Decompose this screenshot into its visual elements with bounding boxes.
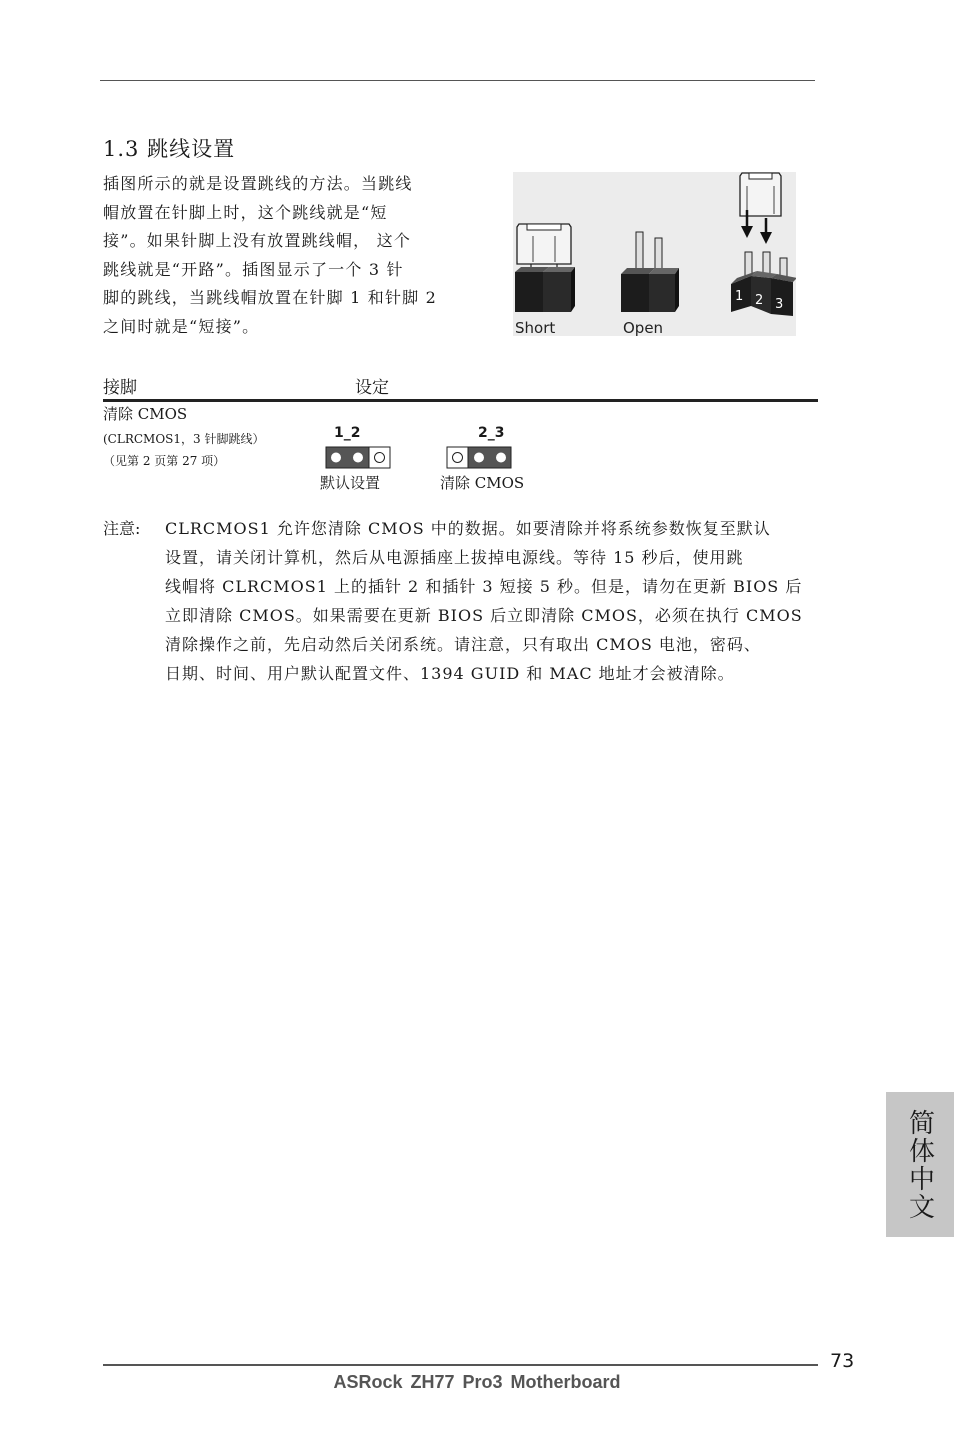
jumper-illustration: [513, 172, 796, 336]
jumper-pins-icon: [446, 446, 512, 470]
clear-pins-label: 2_3: [478, 425, 505, 441]
open-jumper: [621, 232, 679, 312]
jumper-pins-icon: [325, 446, 391, 470]
language-tab-text: 简体中文: [904, 1108, 935, 1221]
row-name: 清除 CMOS: [103, 405, 188, 423]
footer-title: ASRock ZH77 Pro3 Motherboard: [333, 1372, 621, 1392]
note-label: 注意:: [103, 519, 141, 538]
intro-paragraph: [103, 170, 468, 341]
page-number: 73: [830, 1350, 855, 1372]
default-pins-label: 1_2: [334, 425, 361, 441]
table-header-jumper: 接脚: [103, 378, 137, 398]
jumper-illustration-svg: [513, 172, 796, 336]
default-setting-label: 默认设置: [320, 474, 381, 492]
language-tab-label: [886, 1092, 954, 1237]
pin-number-2: 2: [755, 293, 764, 308]
section-title: 1.3 跳线设置: [103, 137, 236, 161]
table-rule: [103, 399, 818, 402]
row-subtitle-1: (CLRCMOS1，3 针脚跳线）: [103, 432, 265, 446]
intro-line: 跳线就是“开路”。插图显示了一个 3 针: [103, 259, 404, 279]
default-jumper-diagram: [325, 446, 391, 474]
note-line: 清除操作之前，先启动然后关闭系统。请注意，只有取出 CMOS 电池，密码、: [165, 635, 761, 654]
clear-jumper-diagram: [446, 446, 512, 474]
short-label: Short: [515, 319, 556, 336]
intro-line: 插图所示的就是设置跳线的方法。当跳线: [103, 174, 413, 193]
table-header-setting: 设定: [355, 378, 389, 398]
note-line: CLRCMOS1 允许您清除 CMOS 中的数据。如要清除并将系统参数恢复至默认: [165, 519, 771, 538]
intro-line: 脚的跳线，当跳线帽放置在针脚 1 和针脚 2: [103, 288, 438, 307]
pin-number-3: 3: [775, 297, 784, 312]
note-body: [165, 514, 820, 688]
open-label: Open: [623, 319, 664, 336]
pin-number-1: 1: [735, 289, 744, 304]
intro-line: 接”。如果针脚上没有放置跳线帽， 这个: [103, 231, 412, 250]
short-jumper: [515, 224, 575, 312]
intro-line: 之间时就是“短接”。: [103, 316, 260, 336]
row-subtitle-2: （见第 2 页第 27 项）: [103, 454, 226, 468]
clear-cmos-label: 清除 CMOS: [440, 474, 525, 492]
note-line: 立即清除 CMOS。如果需要在更新 BIOS 后立即清除 CMOS，必须在执行 CMOS: [165, 606, 803, 625]
note-line: 设置，请关闭计算机，然后从电源插座上拔掉电源线。等待 15 秒后，使用跳: [165, 548, 744, 567]
note-line: 日期、时间、用户默认配置文件、1394 GUID 和 MAC 地址才会被清除。: [165, 664, 735, 683]
bottom-rule: [103, 1364, 818, 1366]
note-line: 线帽将 CLRCMOS1 上的插针 2 和插针 3 短接 5 秒。但是，请勿在更新 BIOS 后: [165, 577, 803, 596]
top-rule: [100, 80, 815, 81]
intro-line: 帽放置在针脚上时，这个跳线就是“短: [103, 202, 388, 222]
